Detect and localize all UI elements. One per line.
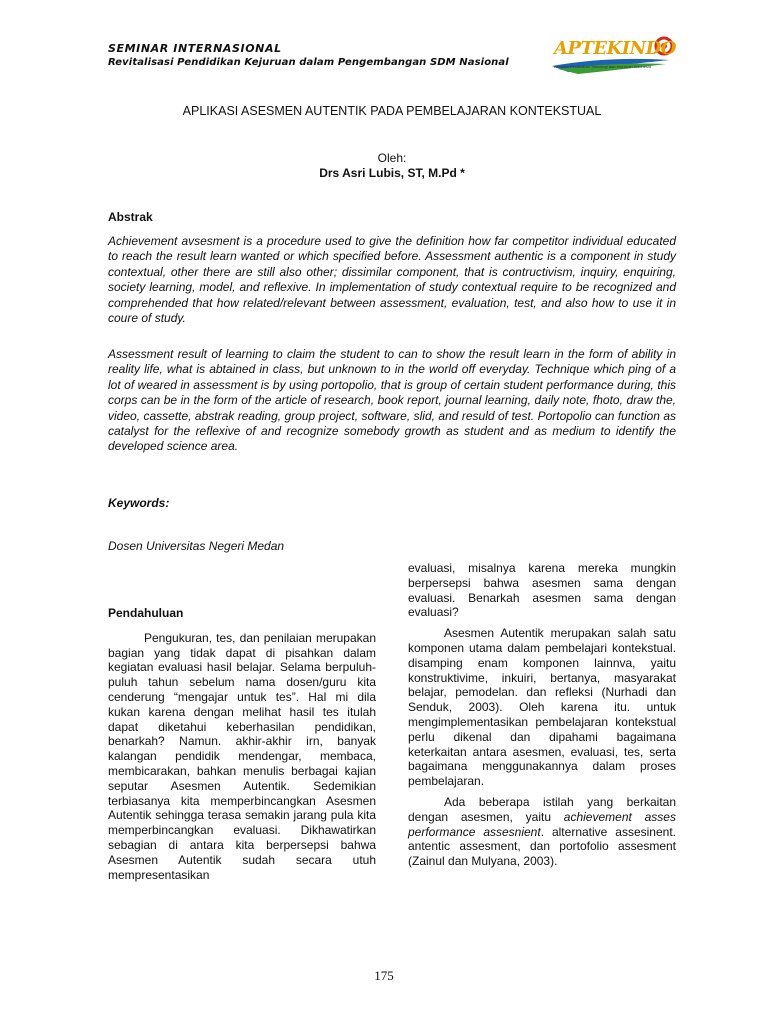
body-paragraph-right-1: evaluasi, misalnya karena mereka mungkin berpersepsi bahwa asesmen sama dengan evaluasi. Benarkah asesmen sama dengan evaluasi? <box>408 561 676 620</box>
right-column <box>408 561 676 875</box>
paper-title: APLIKASI ASESMEN AUTENTIK PADA PEMBELAJARAN KONTEKSTUAL <box>182 104 602 118</box>
keywords-label: Keywords: <box>108 496 170 510</box>
abstract-paragraph-1: Achievement avsesment is a procedure used to give the definition how far competitor individual educated to reach the result learn wanted or which specified before. Assessment authentic is a component in study contextual, other there are still also other; dissimilar component, that is contructivism, inquiry, enquiring, society learning, model, and reflexive. In implementation of study contextual require to be recognized and comprehended that how related/relevant between assessment, evaluation, test, and also how to use it in coure of study. <box>108 234 676 326</box>
body-paragraph-right-3 <box>408 795 676 869</box>
logo-tagline: Asosiasi Pendidikan Teknologi dan Kejuruan Indonesia <box>554 64 652 69</box>
body-paragraph-right-2: Asesmen Autentik merupakan salah satu komponen utama dalam pembelajari kontekstual. disamping enam komponen lainnva, yaitu konstruktivime, inkuiri, bertanya, masyarakat belajar, pemodelan. dan refleksi (Nurhadi dan Senduk, 2003). Oleh karena itu. untuk mengimplementasikan pembelajaran kontekstual perlu dikenal dan dipahami bagaimana keterkaitan antara asesmen, evaluasi, tes, serta bagaimana menggunakannya dalam proses pembelajaran. <box>408 626 676 789</box>
running-header <box>108 42 528 68</box>
seminar-title: SEMINAR INTERNASIONAL <box>108 42 282 55</box>
paragraph-3-text-a: Ada beberapa istilah yang berkaitan dengan asesmen, yaitu <box>408 794 676 824</box>
paragraph-3-italic-terms: achievement asses performance assesnient <box>408 809 676 839</box>
section-heading: Pendahuluan <box>108 606 184 620</box>
abstract-paragraph-2: Assessment result of learning to claim the student to can to show the result learn in the form of ability in reality life, what is abtained in class, but unknown to in the world off everyday. Technique which ping of a lot of weared in assessment is by using portopolio, that is group of certain student performance during, this corps can be in the form of the article of research, book report, journal learning, daily note, fhoto, draw the, video, cassette, abstrak reading, group project, software, slid, and resuld of test. Portopolio can function as catalyst for the reflexive of and recognize somebody growth as student and as medium to identify the developed science area. <box>108 347 676 454</box>
aptekindo-logo <box>548 36 678 80</box>
paragraph-3-text-c: . alternative assesinent. antentic assesment, dan portofolio assesment (Zainul dan Mulyana, 2003). <box>408 824 676 869</box>
left-column <box>108 606 376 888</box>
author-affiliation: Dosen Universitas Negeri Medan <box>108 539 285 553</box>
author-name: Drs Asri Lubis, ST, M.Pd * <box>319 166 465 180</box>
seminar-subtitle: Revitalisasi Pendidikan Kejuruan dalam Pengembangan SDM Nasional <box>108 57 509 68</box>
body-paragraph-left-1: Pengukuran, tes, dan penilaian merupakan bagian yang tidak dapat di pisahkan dalam kegiatan evaluasi hasil belajar. Selama berpuluh-puluh tahun sebelum nama dosen/guru kita cenderung “mengajar untuk tes”. Hal mi dila kukan karena dengan melihat hasil tes itulah dapat diketahui keberhasilan pendidikan, benarkah? Namun. akhir-akhir irn, banyak kalangan pendidik mendengar, membaca, membicarakan, bahkan menulis berbagai kajian seputar Asesmen Autentik. Sedemikian terbiasanya kita memperbincangkan Asesmen Autentik sehingga terasa semakin jarang pula kita memperbincangkan evaluasi. Dikhawatirkan sebagian di antara kita berpersepsi bahwa Asesmen Autentik sudah secara utuh mempresentasikan <box>108 630 376 882</box>
page-number: 175 <box>374 968 394 983</box>
logo-text: APTEKINDO <box>554 38 676 59</box>
oleh-label: Oleh: <box>377 151 407 165</box>
abstract-heading: Abstrak <box>108 210 153 224</box>
